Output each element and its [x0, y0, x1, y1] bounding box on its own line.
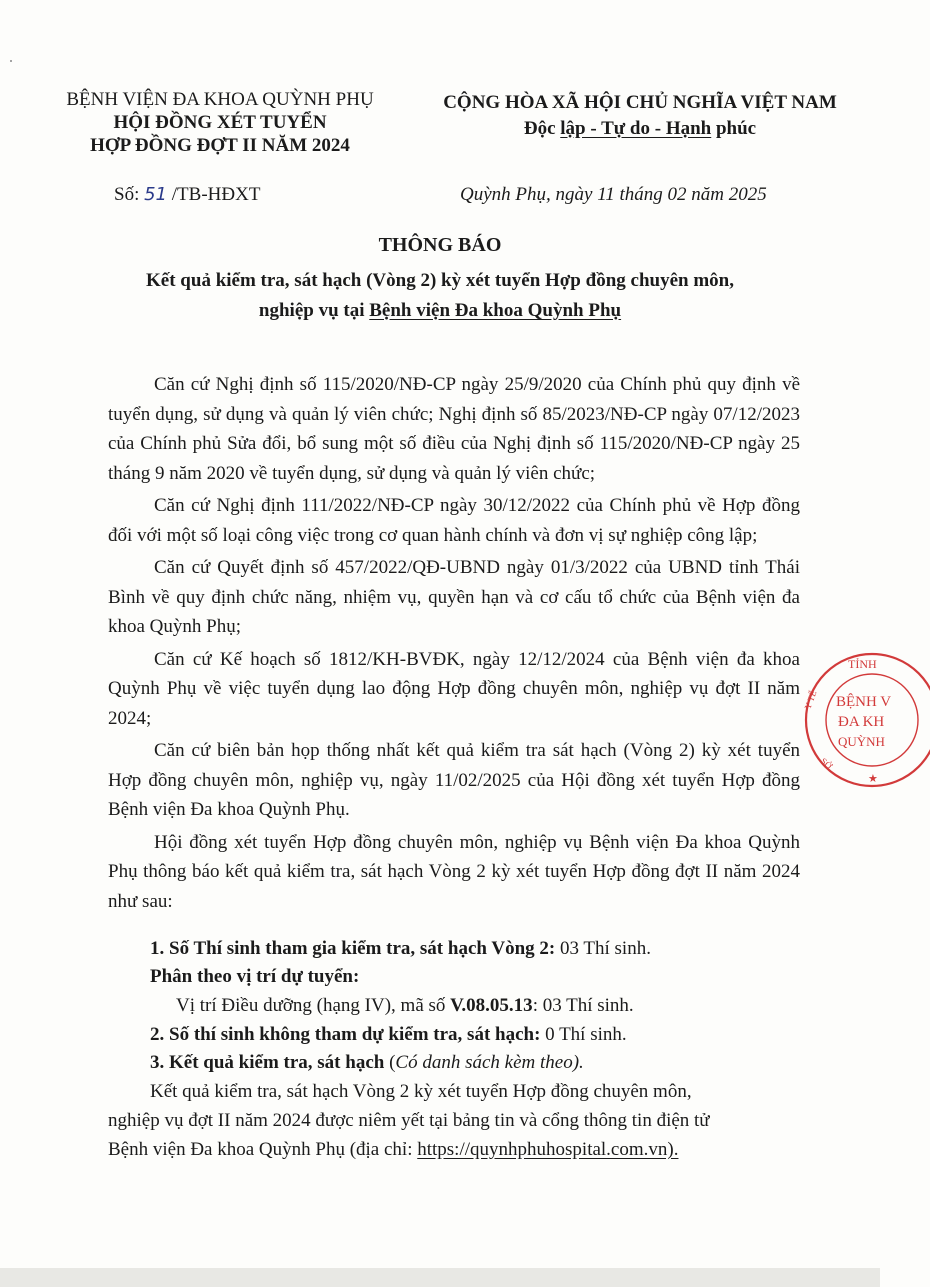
closing-line-3	[108, 1139, 678, 1161]
hospital-name: BỆNH VIỆN ĐA KHOA QUỲNH PHỤ	[66, 89, 374, 110]
council-round: HỢP ĐỒNG ĐỢT II NĂM 2024	[90, 135, 350, 156]
national-motto	[420, 116, 860, 142]
document-title: THÔNG BÁO	[378, 234, 502, 256]
paragraph-plan-1812: Căn cứ Kế hoạch số 1812/KH-BVĐK, ngày 12/12/2024 của Bệnh viện đa khoa Quỳnh Phụ về việc tuyển dụng lao động Hợp đồng chuyên môn, nghiệp vụ đợt II năm 2024;	[108, 648, 800, 729]
item-1-value: 03 Thí sinh.	[559, 938, 651, 959]
seal-side-text-2: SỞ	[818, 755, 834, 771]
breakdown-label: Phân theo vị trí dự tuyển:	[150, 966, 360, 987]
motto-part-2: lập - Tự do - Hạnh	[560, 118, 712, 139]
paragraph-decree-115: Căn cứ Nghị định số 115/2020/NĐ-CP ngày 25/9/2020 của Chính phủ quy định về tuyển dụng, sử dụng và quản lý viên chức; Nghị định số 85/2023/NĐ-CP ngày 07/12/2023 của Chính phủ Sửa đổi, bổ sung một số điều của Nghị định số 115/2020/NĐ-CP ngày 25 tháng 9 năm 2020 về tuyển dụng, sử dụng và quản lý viên chức;	[108, 374, 800, 484]
issue-date: Quỳnh Phụ, ngày 11 tháng 02 năm 2025	[460, 184, 767, 205]
item-2-label: 2. Số thí sinh không tham dự kiểm tra, sát hạch:	[150, 1024, 541, 1045]
national-header	[420, 90, 860, 142]
seal-side-text: Y TẾ	[802, 689, 819, 711]
seal-line-2: ĐA KH	[838, 714, 885, 730]
seal-top-text: TỈNH	[848, 657, 877, 671]
item-1-label: 1. Số Thí sinh tham gia kiểm tra, sát hạch Vòng 2:	[150, 938, 556, 959]
item-3-label: 3. Kết quả kiểm tra, sát hạch	[150, 1052, 385, 1073]
seal-star-icon: ★	[868, 773, 878, 785]
seal-line-3: QUỲNH	[838, 734, 885, 749]
official-seal	[800, 650, 930, 790]
paragraph-decision-457: Căn cứ Quyết định số 457/2022/QĐ-UBND ngày 01/3/2022 của UBND tỉnh Thái Bình về quy định chức năng, nhiệm vụ, quyền hạn và cơ cấu tổ chức của Bệnh viện đa khoa Quỳnh Phụ;	[108, 557, 800, 637]
subtitle-line-1: Kết quả kiểm tra, sát hạch (Vòng 2) kỳ xét tuyển Hợp đồng chuyên môn,	[146, 270, 734, 291]
item-3-paren: (	[389, 1052, 396, 1073]
subtitle-line-2a: nghiệp vụ tại	[258, 300, 365, 321]
doc-number-suffix: /TB-HĐXT	[171, 184, 261, 205]
doc-number-prefix: Số:	[114, 184, 140, 205]
item-2-value: 0 Thí sinh.	[545, 1024, 627, 1045]
position-value: : 03 Thí sinh.	[532, 995, 634, 1016]
issuer-header	[40, 88, 400, 157]
nation-name: CỘNG HÒA XÃ HỘI CHỦ NGHĨA VIỆT NAM	[443, 92, 837, 113]
seal-line-1: BỆNH V	[836, 694, 892, 710]
scan-bottom-band	[0, 1268, 880, 1287]
item-2	[150, 1024, 627, 1046]
council-name: HỘI ĐỒNG XÉT TUYỂN	[113, 112, 327, 133]
item-1	[150, 938, 651, 960]
document-subtitle	[60, 266, 820, 326]
motto-part-3: phúc	[715, 118, 757, 139]
closing-line-2: nghiệp vụ đợt II năm 2024 được niêm yết tại bảng tin và cổng thông tin điện tử	[108, 1110, 710, 1131]
position-code: V.08.05.13	[450, 995, 533, 1016]
legal-basis-block	[108, 370, 800, 919]
item-3-note: Có danh sách kèm theo).	[395, 1052, 584, 1073]
doc-number-value: 51	[144, 184, 168, 205]
document-number	[114, 184, 260, 206]
scan-speck	[10, 60, 12, 62]
subtitle-line-2b: Bệnh viện Đa khoa Quỳnh Phụ	[369, 300, 622, 321]
subtitle-line-2	[60, 296, 820, 326]
closing-line-3a: Bệnh viện Đa khoa Quỳnh Phụ (địa chỉ:	[108, 1139, 413, 1160]
item-3	[150, 1052, 584, 1074]
position-text: Vị trí Điều dưỡng (hạng IV), mã số	[176, 995, 446, 1016]
closing-line-1: Kết quả kiểm tra, sát hạch Vòng 2 kỳ xét tuyển Hợp đồng chuyên môn,	[150, 1081, 692, 1102]
paragraph-decree-111: Căn cứ Nghị định 111/2022/NĐ-CP ngày 30/12/2022 của Chính phủ về Hợp đồng đối với một số loại công việc trong cơ quan hành chính và đơn vị sự nghiệp công lập;	[108, 495, 800, 546]
position-line	[176, 995, 634, 1017]
paragraph-announcement: Hội đồng xét tuyển Hợp đồng chuyên môn, nghiệp vụ Bệnh viện Đa khoa Quỳnh Phụ thông báo kết quả kiểm tra, sát hạch Vòng 2 kỳ xét tuyển Hợp đồng đợt II năm 2024 như sau:	[108, 831, 800, 912]
motto-part-1: Độc	[523, 118, 556, 139]
hospital-website-link[interactable]: https://quynhphuhospital.com.vn).	[417, 1139, 679, 1160]
paragraph-meeting-minutes: Căn cứ biên bản họp thống nhất kết quả kiểm tra sát hạch (Vòng 2) kỳ xét tuyển Hợp đồng chuyên môn, nghiệp vụ, ngày 11/02/2025 của Hội đồng xét tuyển Hợp đồng Bệnh viện Đa khoa Quỳnh Phụ.	[108, 740, 800, 820]
